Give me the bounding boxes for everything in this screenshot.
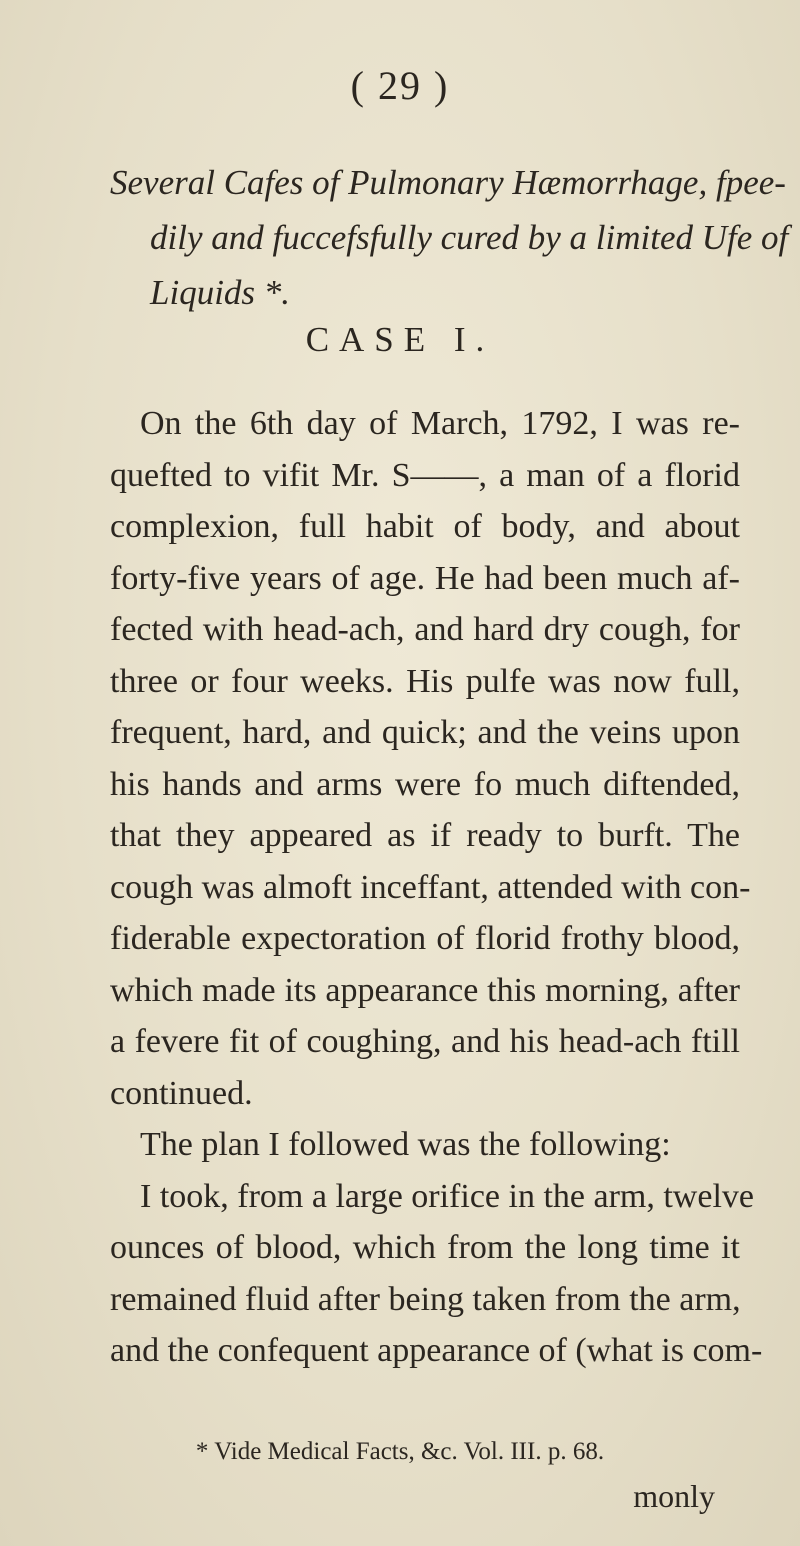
case-heading: CASE I. — [305, 320, 495, 359]
body-line: ounces of blood, which from the long time it — [110, 1229, 740, 1266]
page-number: ( 29 ) — [350, 63, 450, 108]
body-text — [110, 398, 763, 1377]
section-title — [110, 155, 789, 320]
body-line: cough was almoft inceffant, attended with con- — [110, 868, 751, 906]
body-line: fiderable expectoration of florid frothy blood, — [110, 920, 740, 957]
body-line: The plan I followed was the following: — [140, 1126, 671, 1163]
title-line-1: Several Cafes of Pulmonary Hæmorrhage, fpee- — [110, 163, 786, 202]
body-line: frequent, hard, and quick; and the veins upon — [110, 714, 740, 751]
body-line: which made its appearance this morning, after — [110, 971, 740, 1009]
body-line: complexion, full habit of body, and about — [110, 508, 740, 545]
body-line: quefted to vifit Mr. S——, a man of a florid — [110, 456, 740, 494]
body-line: that they appeared as if ready to burft. The — [110, 817, 740, 854]
catchword: monly — [633, 1478, 715, 1514]
footnote: * Vide Medical Facts, &c. Vol. III. p. 68. — [195, 1438, 605, 1465]
body-line: a fevere fit of coughing, and his head-ach ftill — [110, 1023, 740, 1060]
body-line: I took, from a large orifice in the arm, twelve — [140, 1177, 754, 1215]
body-line: his hands and arms were fo much diftended, — [110, 765, 740, 803]
body-line: and the confequent appearance of (what is com- — [110, 1332, 763, 1369]
body-line: fected with head-ach, and hard dry cough, for — [110, 611, 740, 648]
title-line-2: dily and fuccefsfully cured by a limited Ufe of — [150, 218, 789, 257]
title-line-3: Liquids *. — [150, 273, 291, 312]
body-line: forty-five years of age. He had been much af- — [110, 559, 740, 597]
body-line: continued. — [110, 1074, 253, 1112]
body-line: three or four weeks. His pulfe was now full, — [110, 662, 740, 700]
body-line: remained fluid after being taken from the arm, — [110, 1280, 741, 1318]
body-line: On the 6th day of March, 1792, I was re- — [140, 405, 740, 442]
